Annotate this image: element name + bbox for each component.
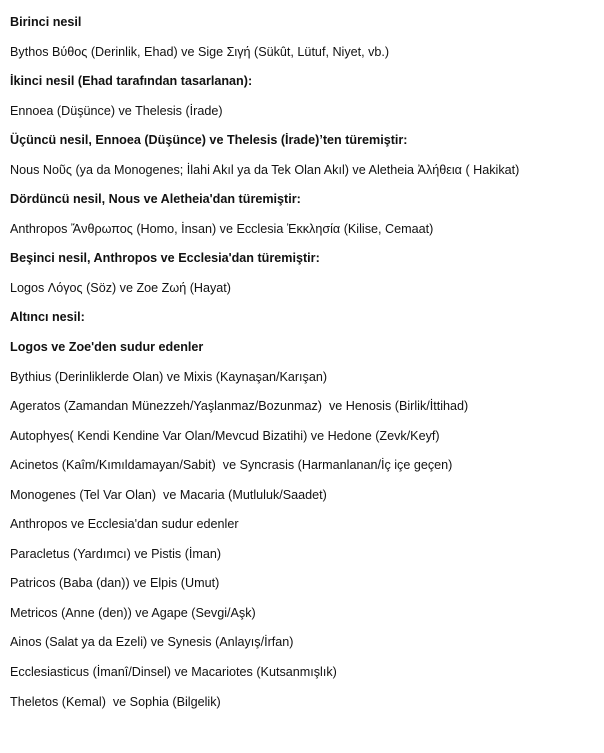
heading-sixth-generation: Altıncı nesil: xyxy=(10,310,85,325)
paragraph: Anthropos Ἄνθρωπος (Homo, İnsan) ve Ecclesia Ἐκκλησία (Kilise, Cemaat) xyxy=(10,221,434,236)
list-item: Ainos (Salat ya da Ezeli) ve Synesis (Anlayış/İrfan) xyxy=(10,635,294,650)
list-item: Monogenes (Tel Var Olan) ve Macaria (Mutluluk/Saadet) xyxy=(10,487,327,502)
heading-third-generation: Üçüncü nesil, Ennoea (Düşünce) ve Thelesis (İrade)’ten türemiştir: xyxy=(10,133,408,148)
list-item: Autophyes( Kendi Kendine Var Olan/Mevcud Bizatihi) ve Hedone (Zevk/Keyf) xyxy=(10,428,440,443)
list-item: Paracletus (Yardımcı) ve Pistis (İman) xyxy=(10,546,222,561)
list-item: Theletos (Kemal) ve Sophia (Bilgelik) xyxy=(10,694,221,709)
list-item: Acinetos (Kaîm/Kımıldamayan/Sabit) ve Syncrasis (Harmanlanan/İç içe geçen) xyxy=(10,458,453,473)
list-item: Patricos (Baba (dan)) ve Elpis (Umut) xyxy=(10,576,220,591)
list-item: Ageratos (Zamandan Münezzeh/Yaşlanmaz/Bozunmaz) ve Henosis (Birlik/İttihad) xyxy=(10,399,469,414)
heading-first-generation: Birinci nesil xyxy=(10,15,82,29)
heading-fourth-generation: Dördüncü nesil, Nous ve Aletheia'dan türemiştir: xyxy=(10,192,301,207)
paragraph: Bythos Βύθος (Derinlik, Ehad) ve Sige Σιγή (Sükût, Lütuf, Niyet, vb.) xyxy=(10,44,390,59)
document-body xyxy=(10,13,600,722)
paragraph: Ennoea (Düşünce) ve Thelesis (İrade) xyxy=(10,103,223,118)
list-item: Ecclesiasticus (İmanî/Dinsel) ve Macariotes (Kutsanmışlık) xyxy=(10,665,337,680)
list-item: Metricos (Anne (den)) ve Agape (Sevgi/Aşk) xyxy=(10,605,256,620)
heading-fifth-generation: Beşinci nesil, Anthropos ve Ecclesia'dan türemiştir: xyxy=(10,251,320,266)
paragraph: Nous Νοῦς (ya da Monogenes; İlahi Akıl ya da Tek Olan Akıl) ve Aletheia Ἀλήθεια ( Hakikat) xyxy=(10,162,520,177)
subheading-anthropos-ecclesia: Anthropos ve Ecclesia'dan sudur edenler xyxy=(10,517,239,532)
heading-second-generation: İkinci nesil (Ehad tarafından tasarlanan): xyxy=(10,74,253,89)
subheading-logos-zoe: Logos ve Zoe'den sudur edenler xyxy=(10,340,204,355)
list-item: Bythius (Derinliklerde Olan) ve Mixis (Kaynaşan/Karışan) xyxy=(10,369,328,384)
paragraph: Logos Λόγος (Söz) ve Zoe Ζωή (Hayat) xyxy=(10,280,231,295)
